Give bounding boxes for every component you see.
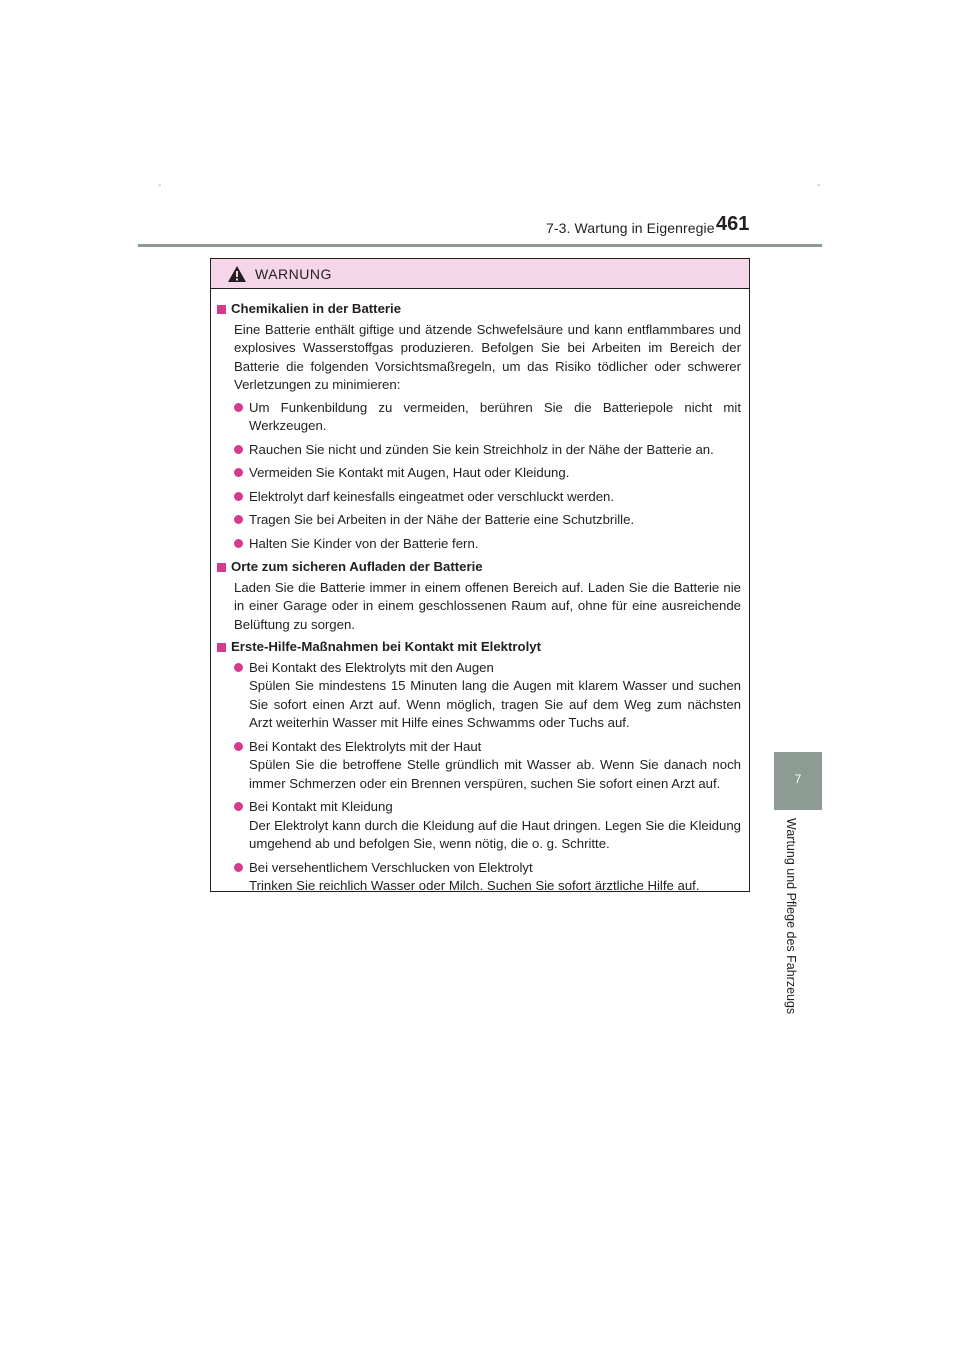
round-bullet-icon [234, 403, 243, 412]
warning-header [211, 259, 749, 289]
square-bullet-icon [217, 563, 226, 572]
bullet-content [249, 659, 741, 733]
warning-body [211, 289, 749, 896]
section-title-text: Erste-Hilfe-Maßnahmen bei Kontakt mit Elektrolyt [231, 639, 541, 654]
bullet-heading: Bei Kontakt des Elektrolyts mit den Augen [249, 659, 494, 675]
section-title [217, 558, 741, 577]
square-bullet-icon [217, 305, 226, 314]
bullet-text: Vermeiden Sie Kontakt mit Augen, Haut oder Kleidung. [249, 465, 570, 480]
chapter-number: 7 [794, 772, 802, 786]
section-paragraph: Eine Batterie enthält giftige und ätzende Schwefelsäure und kann entflammbares und explosives Wasserstoffgas produzieren. Befolgen Sie bei Arbeiten im Bereich der Batterie die folgenden Vorsichtsmaßregeln, um das Risiko tödlicher oder schwerer Verletzungen zu minimieren: [234, 321, 741, 392]
bullet-content [249, 798, 741, 854]
header-rule [138, 244, 822, 247]
bullet-content [249, 464, 741, 483]
bullet-item [234, 399, 741, 436]
bullet-text: Halten Sie Kinder von der Batterie fern. [249, 535, 479, 551]
warning-section [217, 300, 741, 553]
warning-label: WARNUNG [255, 265, 332, 282]
bullet-item [234, 798, 741, 854]
bullet-text: Um Funkenbildung zu vermeiden, berühren Sie die Batteriepole nicht mit Werkzeugen. [249, 399, 741, 433]
bullet-content [249, 859, 741, 896]
bullet-heading: Bei Kontakt mit Kleidung [249, 799, 393, 814]
round-bullet-icon [234, 445, 243, 454]
crop-mark-left: - [158, 180, 162, 191]
section-title-text: Orte zum sicheren Aufladen der Batterie [231, 559, 483, 574]
bullet-item [234, 535, 741, 554]
round-bullet-icon [234, 663, 243, 672]
chapter-tab [774, 752, 822, 810]
round-bullet-icon [234, 468, 243, 477]
bullet-item [234, 511, 741, 530]
round-bullet-icon [234, 742, 243, 751]
bullet-item [234, 659, 741, 733]
header-section-title: 7-3. Wartung in Eigenregie [546, 220, 715, 236]
section-title [217, 638, 741, 657]
bullet-item [234, 738, 741, 794]
round-bullet-icon [234, 802, 243, 811]
bullet-content [249, 738, 741, 794]
bullet-text: Elektrolyt darf keinesfalls eingeatmet oder verschluckt werden. [249, 488, 615, 504]
warning-triangle-icon [227, 265, 247, 283]
round-bullet-icon [234, 863, 243, 872]
round-bullet-icon [234, 539, 243, 548]
bullet-text: Spülen Sie mindestens 15 Minuten lang die Augen mit klarem Wasser und suchen Sie sofort einen Arzt auf. Wenn möglich, tragen Sie auf dem Weg zum nächsten Arzt weiterhin Wasser mit Hilfe eines Schwamms oder Tuchs auf. [249, 678, 741, 730]
section-paragraph: Laden Sie die Batterie immer in einem offenen Bereich auf. Laden Sie die Batterie nie in einer Garage oder in einem geschlossenen Raum auf, ohne für eine ausreichende Belüftung zu sorgen. [234, 579, 741, 632]
warning-section [217, 638, 741, 896]
bullet-content [249, 488, 741, 507]
bullet-content [249, 535, 741, 554]
bullet-content [249, 511, 741, 530]
section-title-text: Chemikalien in der Batterie [231, 301, 402, 316]
bullet-text: Der Elektrolyt kann durch die Kleidung auf die Haut dringen. Legen Sie die Kleidung umgehend ab und befolgen Sie, wenn nötig, die o. g. Schritte. [249, 817, 741, 851]
bullet-item [234, 859, 741, 896]
bullet-text: Spülen Sie die betroffene Stelle gründlich mit Wasser ab. Wenn Sie danach noch immer Schmerzen oder ein Brennen verspüren, suchen Sie sofort einen Arzt auf. [249, 757, 741, 791]
bullet-item [234, 488, 741, 507]
crop-mark-right: - [817, 180, 821, 191]
square-bullet-icon [217, 643, 226, 652]
section-title [217, 300, 741, 319]
bullet-text: Trinken Sie reichlich Wasser oder Milch. Suchen Sie sofort ärztliche Hilfe auf. [249, 878, 700, 893]
bullet-content [249, 441, 741, 460]
chapter-label: Wartung und Pflege des Fahrzeugs [784, 818, 798, 1015]
page-number: 461 [716, 213, 750, 235]
warning-box [210, 258, 750, 892]
bullet-item [234, 441, 741, 460]
bullet-text: Rauchen Sie nicht und zünden Sie kein Streichholz in der Nähe der Batterie an. [249, 441, 714, 457]
bullet-content [249, 399, 741, 436]
bullet-item [234, 464, 741, 483]
bullet-text: Tragen Sie bei Arbeiten in der Nähe der Batterie eine Schutzbrille. [249, 512, 635, 527]
round-bullet-icon [234, 492, 243, 501]
bullet-heading: Bei versehentlichem Verschlucken von Elektrolyt [249, 859, 533, 875]
round-bullet-icon [234, 515, 243, 524]
bullet-heading: Bei Kontakt des Elektrolyts mit der Haut [249, 738, 482, 754]
warning-section [217, 558, 741, 634]
